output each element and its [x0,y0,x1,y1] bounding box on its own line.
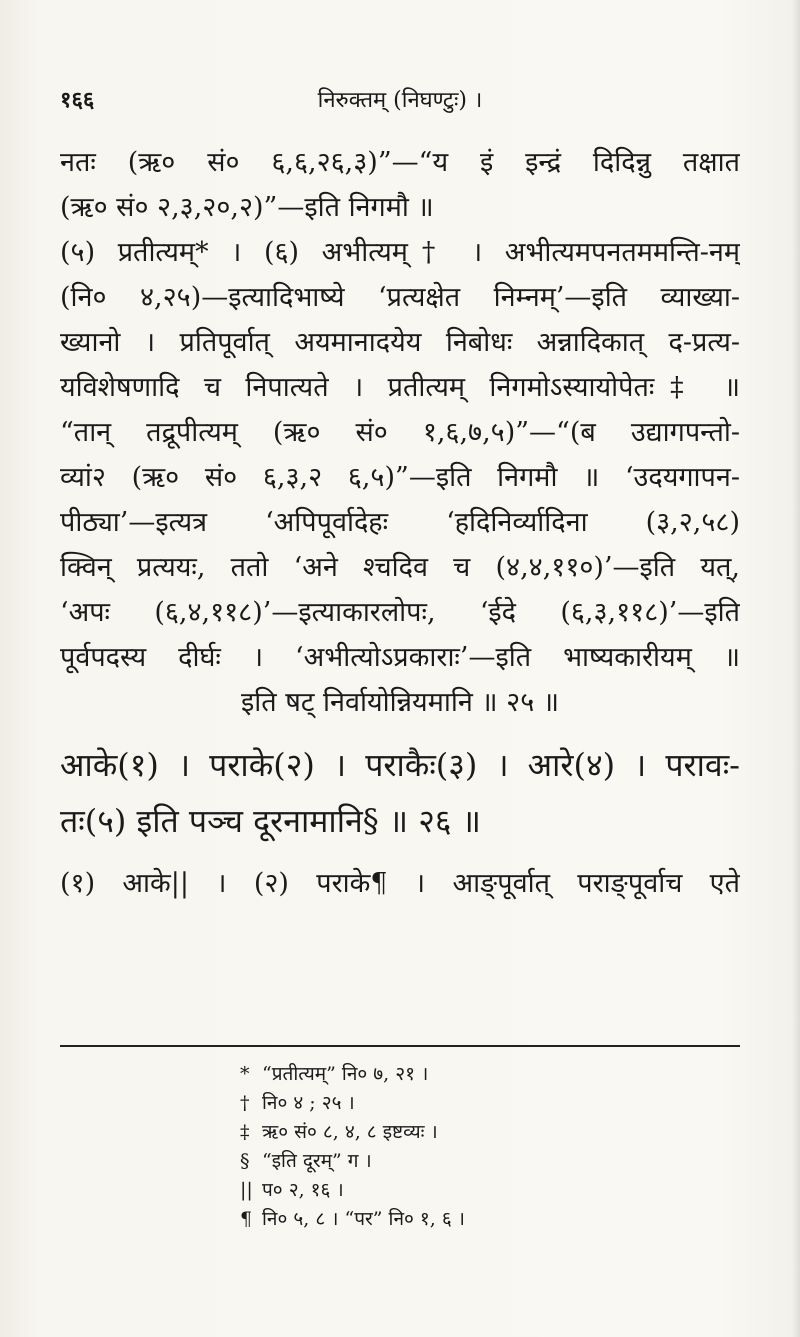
footnote [240,1147,700,1176]
footnote-mark: * [240,1063,250,1085]
footnote [240,1205,700,1234]
page-header [60,84,740,124]
sutra-line: तः(५) इति पञ्च दूरनामानि§ ॥ २६ ॥ [60,802,481,840]
footnote-text: “प्रतीत्यम्” नि० ७, २१ । [262,1063,429,1085]
text-line: (नि० ४,२५)—इत्यादिभाष्ये ‘प्रत्यक्षेत निम्नम्’—इति व्याख्या- [60,282,740,313]
footnote-mark: ¶ [240,1208,253,1230]
footnote-text: प० २, १६ । [262,1179,344,1201]
footnote [240,1118,700,1147]
footnote-mark: § [240,1150,250,1172]
footnote [240,1176,700,1205]
footnote-text: नि० ४ ; २५ । [262,1092,355,1114]
footnote-text: ऋ० सं० ८, ४, ८ इष्टव्यः । [262,1121,438,1143]
footnote-mark: † [240,1092,250,1114]
running-title: निरुक्तम् (निघण्टुः) । [317,88,483,113]
footnotes [240,1060,700,1234]
text-line: (ऋ० सं० २,३,२०,२)”—इति निगमौ ॥ [60,192,434,223]
text-line: क्विन् प्रत्ययः, ततो ‘अने श्चदिव च (४,४,११०)’—इति यत्, [60,552,740,583]
footnote-text: नि० ५, ८ । “पर” नि० १, ६ । [262,1208,465,1230]
text-line: (१) आके|| । (२) पराके¶ । आङ्पूर्वात् पराङ्पूर्वाच एते [60,868,740,899]
page-number: १६६ [60,87,95,113]
text-line: पीठ्या’—इत्यत्र ‘अपिपूर्वादेहः ‘हदिनिर्व्यादिना (३,२,५८) [60,507,740,538]
section-end-line: इति षट् निर्वायोन्नियमानि ॥ २५ ॥ [241,687,559,718]
sutra-line: आके(१) । पराके(२) । पराकैः(३) । आरे(४) । परावः- [60,746,740,784]
text-line: व्यां२ (ऋ० सं० ६,३,२ ६,५)”—इति निगमौ ॥ ‘उदयगापन- [60,462,740,493]
page-edge-shadow [792,0,800,1337]
footnote-mark: ‡ [240,1121,250,1143]
text-line: नतः (ऋ० सं० ६,६,२६,३)”—“य इं इन्द्रं दिदिन्नु तक्षात [60,147,740,178]
footnote-text: “इति दूरम्” ग । [262,1150,372,1172]
main-text [60,140,740,906]
footnote-mark: || [240,1179,253,1201]
text-line: ख्यानो । प्रतिपूर्वात् अयमानादयेय निबोधः अन्नादिकात् द-प्रत्य- [60,327,740,358]
text-line: (५) प्रतीत्यम्* । (६) अभीत्यम्† । अभीत्यमपनतममन्ति-नम् [60,237,740,268]
footnote [240,1060,700,1089]
text-line: यविशेषणादि च निपात्यते । प्रतीत्यम् निगमोऽस्यायोपेतः‡ ॥ [60,372,740,403]
footnote-divider [60,1045,740,1047]
text-line: पूर्वपदस्य दीर्घः । ‘अभीत्योऽप्रकाराः’—इति भाष्यकारीयम् ॥ [60,642,740,673]
text-line: “तान् तद्रूपीत्यम् (ऋ० सं० १,६,७,५)”—“(ब उद्यागपन्तो- [60,417,740,448]
footnote [240,1089,700,1118]
text-line: ‘अपः (६,४,११८)’—इत्याकारलोपः, ‘ईदे (६,३,११८)’—इति [60,597,740,628]
